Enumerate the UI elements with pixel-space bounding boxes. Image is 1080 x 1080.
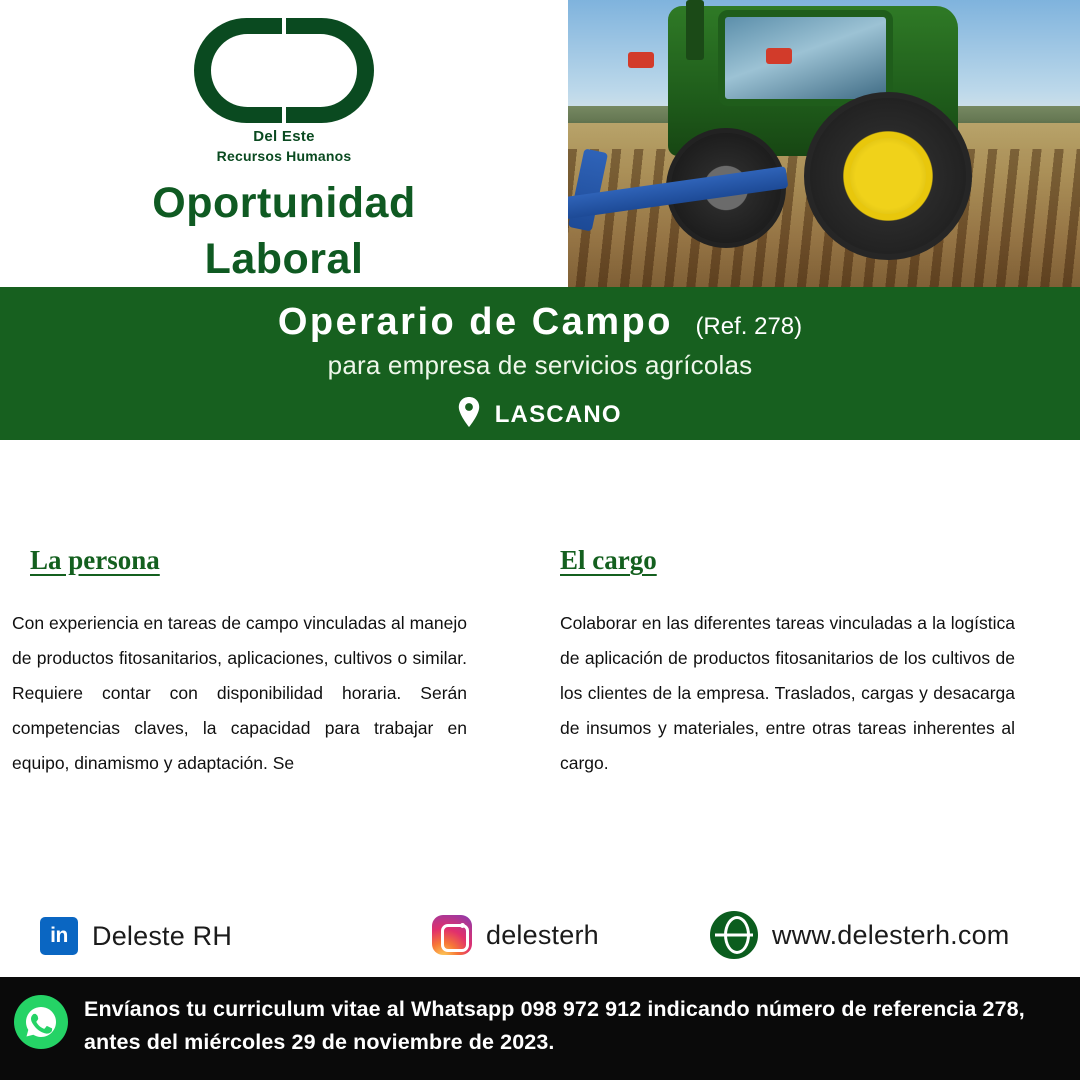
brand-name: Del Este	[253, 128, 315, 145]
del-este-logo-icon	[194, 18, 374, 123]
contact-footer	[0, 977, 1080, 1080]
job-subtitle: para empresa de servicios agrícolas	[327, 350, 753, 380]
section-text: Con experiencia en tareas de campo vinculadas al manejo de productos fitosanitarios, aplicaciones, cultivos o similar. Requiere contar con disponibilidad horaria. Serán competencias claves, la capacidad para trabajar en equipo, dinamismo y adaptación. Se	[12, 613, 467, 773]
footer-instructions: Envíanos tu curriculum vitae al Whatsapp 098 972 912 indicando número de referencia 278, antes del miércoles 29 de noviembre de 2023.	[84, 997, 1025, 1055]
job-title-row	[0, 301, 1080, 344]
brand-logo-block	[0, 18, 568, 166]
page-title-line1: Oportunidad	[152, 179, 416, 227]
section-heading: El cargo	[560, 545, 657, 575]
page-title-line2: Laboral	[204, 234, 364, 283]
job-banner	[0, 287, 1080, 440]
instagram-icon	[432, 915, 472, 955]
job-location: LASCANO	[494, 400, 622, 428]
job-location-row	[0, 397, 1080, 432]
social-links-row	[0, 905, 1080, 977]
instagram-label: delesterh	[486, 919, 599, 950]
brand-subtitle: Recursos Humanos	[216, 148, 352, 165]
linkedin-label: Deleste RH	[92, 920, 233, 951]
tractor-photo	[568, 0, 1080, 287]
linkedin-icon: in	[40, 917, 78, 955]
social-link-instagram[interactable]	[432, 915, 599, 955]
map-pin-icon	[458, 397, 480, 432]
website-label: www.delesterh.com	[772, 919, 1010, 950]
page-title	[0, 176, 568, 288]
social-link-website[interactable]	[710, 911, 1010, 959]
whatsapp-icon[interactable]	[14, 995, 68, 1049]
social-link-linkedin[interactable]	[40, 917, 232, 955]
poster-body	[0, 440, 1080, 880]
section-el-cargo	[560, 545, 1015, 781]
globe-icon	[710, 911, 758, 959]
job-title: Operario de Campo	[277, 301, 673, 343]
section-heading: La persona	[30, 545, 160, 575]
section-text: Colaborar en las diferentes tareas vinculadas a la logística de aplicación de productos fitosanitarios de los cultivos de los clientes de la empresa. Traslados, cargas y desacarga de insumos y materiales, entre otras tareas inherentes al cargo.	[560, 613, 1015, 773]
section-la-persona	[12, 545, 467, 781]
job-reference: (Ref. 278)	[695, 313, 803, 340]
poster-header	[0, 0, 1080, 287]
